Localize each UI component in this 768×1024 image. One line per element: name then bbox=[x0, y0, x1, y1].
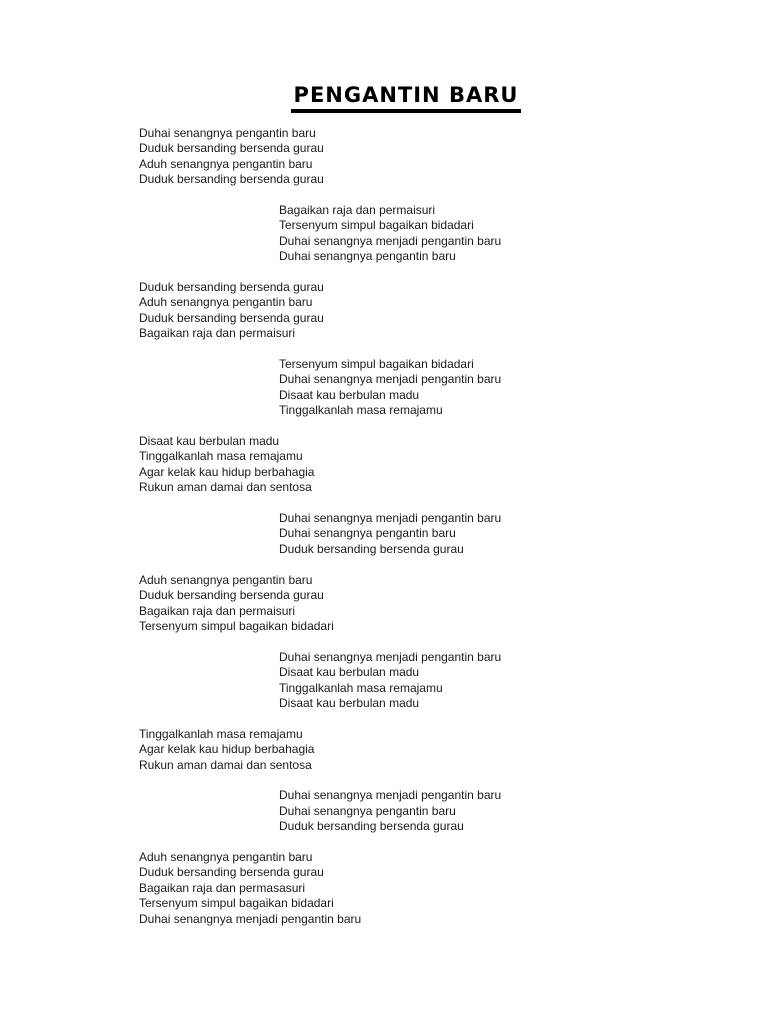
lyric-line: Tersenyum simpul bagaikan bidadari bbox=[139, 896, 334, 911]
stanza bbox=[139, 850, 738, 927]
lyric-line: Duhai senangnya menjadi pengantin baru bbox=[279, 511, 502, 526]
lyric-line: Duduk bersanding bersenda gurau bbox=[139, 865, 324, 880]
lyric-line: Duhai senangnya pengantin baru bbox=[279, 803, 456, 818]
lyric-line: Aduh senangnya pengantin baru bbox=[139, 156, 313, 171]
lyric-line: Duhai senangnya pengantin baru bbox=[279, 526, 456, 541]
lyric-line: Duduk bersanding bersenda gurau bbox=[279, 541, 464, 556]
stanza bbox=[139, 573, 738, 635]
lyric-line: Bagaikan raja dan permaisuri bbox=[279, 203, 436, 218]
lyric-line: Disaat kau berbulan madu bbox=[279, 665, 420, 680]
lyric-line: Duduk bersanding bersenda gurau bbox=[139, 280, 324, 295]
stanza bbox=[279, 203, 738, 265]
page-title bbox=[0, 73, 768, 113]
page-title-text: PENGANTIN BARU bbox=[291, 83, 522, 113]
lyric-line: Disaat kau berbulan madu bbox=[139, 434, 280, 449]
lyric-line: Aduh senangnya pengantin baru bbox=[139, 572, 313, 587]
stanza bbox=[279, 788, 738, 834]
lyric-line: Tersenyum simpul bagaikan bidadari bbox=[139, 618, 334, 633]
lyric-line: Duduk bersanding bersenda gurau bbox=[139, 141, 324, 156]
lyric-line: Duduk bersanding bersenda gurau bbox=[139, 588, 324, 603]
lyric-line: Bagaikan raja dan permaisuri bbox=[139, 326, 296, 341]
lyric-line: Duhai senangnya menjadi pengantin baru bbox=[279, 649, 502, 664]
lyric-line: Duhai senangnya pengantin baru bbox=[139, 126, 316, 140]
lyric-line: Disaat kau berbulan madu bbox=[279, 695, 420, 710]
stanza bbox=[139, 126, 738, 188]
stanza bbox=[279, 650, 738, 712]
stanza bbox=[139, 280, 738, 342]
lyric-line: Rukun aman damai dan sentosa bbox=[139, 757, 312, 772]
lyric-line: Tinggalkanlah masa remajamu bbox=[279, 403, 443, 418]
lyric-line: Bagaikan raja dan permaisuri bbox=[139, 603, 296, 618]
lyric-line: Duduk bersanding bersenda gurau bbox=[279, 819, 464, 834]
lyric-line: Bagaikan raja dan permasasuri bbox=[139, 880, 306, 895]
lyric-line: Duhai senangnya menjadi pengantin baru bbox=[279, 788, 502, 803]
stanza bbox=[279, 357, 738, 419]
lyric-line: Agar kelak kau hidup berbahagia bbox=[139, 742, 315, 757]
lyric-line: Disaat kau berbulan madu bbox=[279, 387, 420, 402]
stanza bbox=[139, 434, 738, 496]
lyric-line: Tinggalkanlah masa remajamu bbox=[139, 726, 303, 741]
lyric-line: Duhai senangnya menjadi pengantin baru bbox=[279, 372, 502, 387]
lyric-line: Tersenyum simpul bagaikan bidadari bbox=[279, 357, 474, 372]
lyric-line: Duduk bersanding bersenda gurau bbox=[139, 172, 324, 187]
lyric-line: Tinggalkanlah masa remajamu bbox=[139, 449, 303, 464]
lyric-line: Rukun aman damai dan sentosa bbox=[139, 480, 312, 495]
lyric-line: Duduk bersanding bersenda gurau bbox=[139, 310, 324, 325]
lyric-line: Aduh senangnya pengantin baru bbox=[139, 295, 313, 310]
lyric-line: Agar kelak kau hidup berbahagia bbox=[139, 464, 315, 479]
lyric-line: Tinggalkanlah masa remajamu bbox=[279, 680, 443, 695]
stanza bbox=[279, 511, 738, 557]
lyric-line: Tersenyum simpul bagaikan bidadari bbox=[279, 218, 474, 233]
lyric-line: Aduh senangnya pengantin baru bbox=[139, 849, 313, 864]
lyric-line: Duhai senangnya menjadi pengantin baru bbox=[279, 233, 502, 248]
lyric-line: Duhai senangnya menjadi pengantin baru bbox=[139, 911, 362, 926]
stanza bbox=[139, 727, 738, 773]
lyrics-container bbox=[139, 126, 738, 942]
lyric-line: Duhai senangnya pengantin baru bbox=[279, 249, 456, 264]
